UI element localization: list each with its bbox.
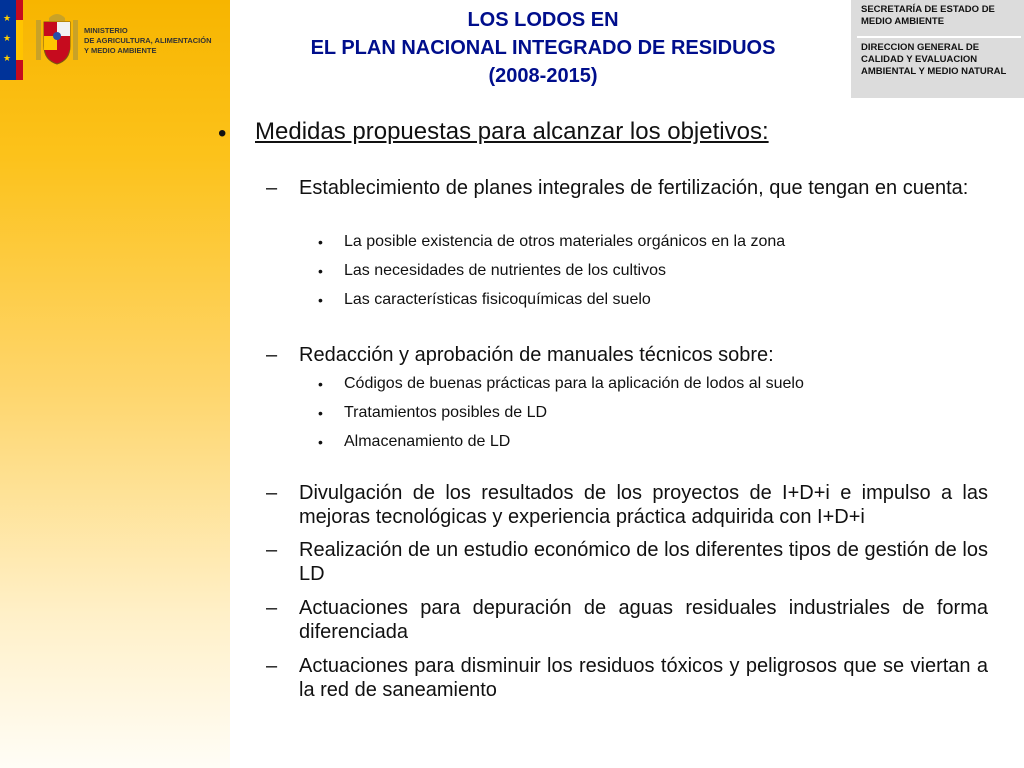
sub-list-item [318, 403, 547, 423]
dash-icon: – [266, 539, 278, 561]
dash-icon: – [266, 177, 278, 199]
eu-flag-strip [0, 0, 16, 80]
sub-item-text: La posible existencia de otros materiales orgánicos en la zona [344, 233, 786, 250]
bullet-icon: • [318, 234, 323, 250]
title-line: EL PLAN NACIONAL INTEGRADO DE RESIDUOS [310, 37, 776, 59]
bullet-icon: • [318, 292, 323, 308]
sub-list-item [318, 261, 666, 281]
ministry-name [84, 26, 224, 56]
bullet-icon: • [318, 376, 323, 392]
ministry-line: DE AGRICULTURA, ALIMENTACIÓN [84, 36, 212, 45]
secretaria-box [851, 0, 1024, 98]
list-item [266, 343, 988, 367]
list-item [266, 596, 988, 644]
title-line: LOS LODOS EN [467, 9, 619, 31]
coat-of-arms-icon [34, 10, 80, 68]
bullet-icon: • [218, 120, 227, 147]
dash-icon: – [266, 482, 278, 504]
bullet-icon: • [318, 434, 323, 450]
list-item-text: Establecimiento de planes integrales de fertilización, que tengan en cuenta: [299, 177, 969, 199]
list-item [266, 538, 988, 586]
ministry-line: MINISTERIO [84, 26, 128, 35]
sub-list-item [318, 374, 804, 394]
side-gradient-band [0, 0, 230, 768]
ministry-logo [0, 0, 230, 80]
sub-list-item [318, 290, 651, 310]
sub-item-text: Códigos de buenas prácticas para la aplicación de lodos al suelo [344, 375, 804, 392]
list-item-text: Actuaciones para depuración de aguas residuales industriales de forma diferenciada [299, 597, 988, 643]
dash-icon: – [266, 344, 278, 366]
list-item-text: Realización de un estudio económico de los diferentes tipos de gestión de los LD [299, 539, 988, 585]
sub-item-text: Las necesidades de nutrientes de los cultivos [344, 262, 666, 279]
direccion-label: DIRECCION GENERAL DE CALIDAD Y EVALUACION AMBIENTAL Y MEDIO NATURAL [861, 42, 1007, 77]
slide-title [238, 6, 848, 90]
dash-icon: – [266, 655, 278, 677]
star-icon: ★ [3, 53, 12, 63]
sub-item-text: Almacenamiento de LD [344, 433, 511, 450]
list-item [266, 176, 988, 200]
star-icon: ★ [3, 33, 12, 43]
ministry-line: Y MEDIO AMBIENTE [84, 46, 157, 55]
list-item [266, 654, 988, 702]
list-item-text: Actuaciones para disminuir los residuos tóxicos y peligrosos que se viertan a la red de saneamiento [299, 655, 988, 701]
list-item-text: Divulgación de los resultados de los proyectos de I+D+i e impulso a las mejoras tecnológicas y experiencia práctica adquirida con I+D+i [299, 482, 988, 528]
list-item-text: Redacción y aprobación de manuales técnicos sobre: [299, 344, 774, 366]
divider [857, 36, 1021, 38]
secretaria-label: SECRETARÍA DE ESTADO DE MEDIO AMBIENTE [861, 4, 995, 27]
sub-list-item [318, 232, 785, 252]
spain-flag-strip [16, 0, 23, 80]
sub-item-text: Las características fisicoquímicas del suelo [344, 291, 651, 308]
title-line: (2008-2015) [488, 65, 598, 87]
bullet-icon: • [318, 405, 323, 421]
heading-text: Medidas propuestas para alcanzar los objetivos: [255, 118, 769, 145]
list-item [266, 481, 988, 529]
star-icon: ★ [3, 13, 12, 23]
sub-list-item [318, 432, 510, 452]
bullet-icon: • [318, 263, 323, 279]
sub-item-text: Tratamientos posibles de LD [344, 404, 548, 421]
dash-icon: – [266, 597, 278, 619]
